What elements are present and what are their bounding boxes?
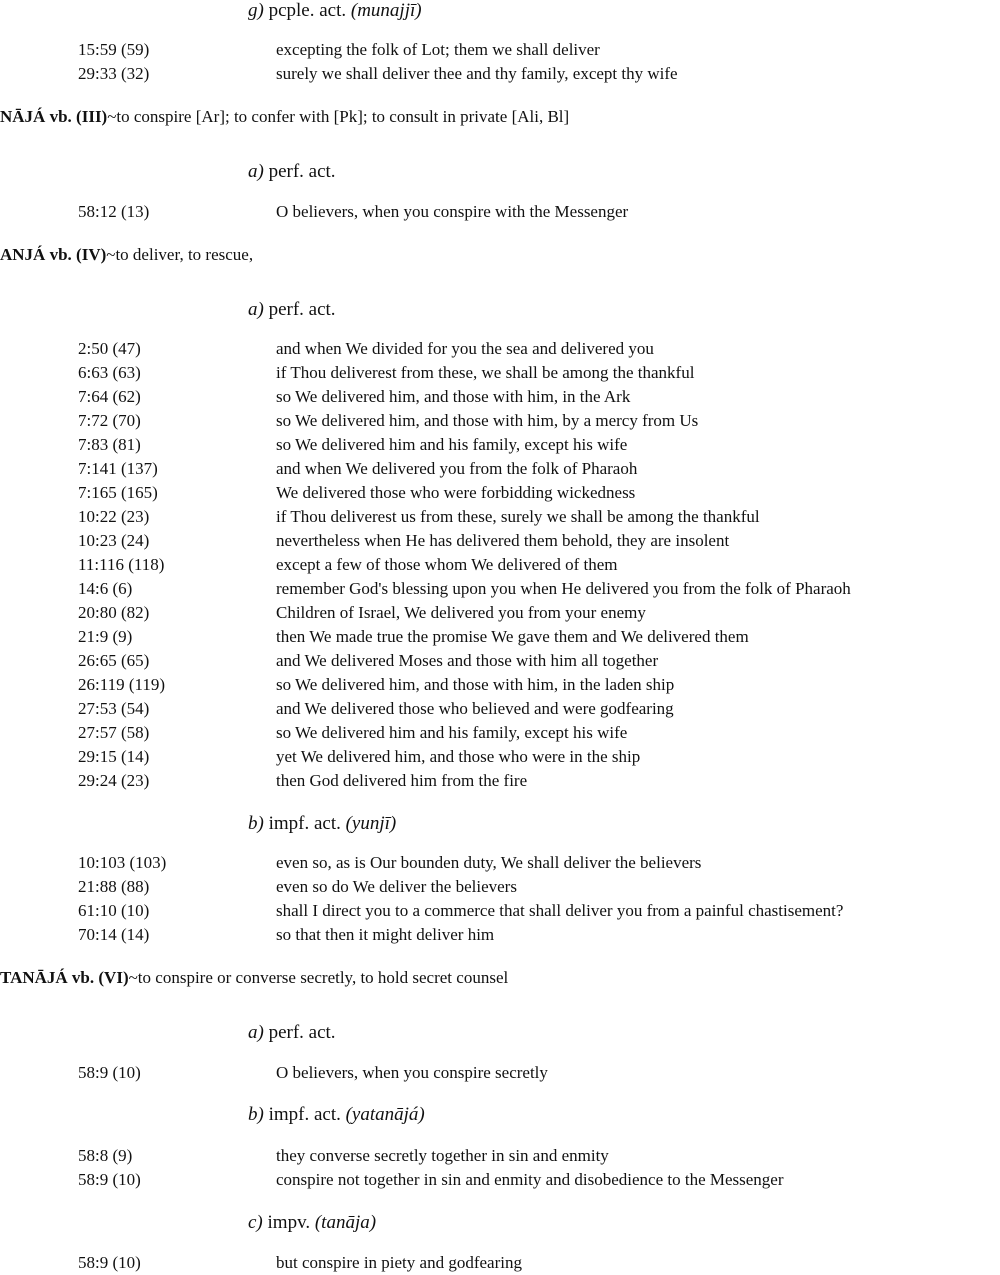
verb-heading [0, 106, 569, 128]
entry-text: O believers, when you conspire with the Messenger [276, 202, 629, 221]
entry-reference: 7:72 (70) [78, 411, 141, 430]
entry-reference: 20:80 (82) [78, 603, 150, 622]
entry-text: and when We delivered you from the folk of Pharaoh [276, 459, 638, 478]
verb-definition: ~to deliver, to rescue, [106, 245, 254, 264]
entry-text: if Thou deliverest from these, we shall be among the thankful [276, 363, 695, 382]
entry-text: and We delivered Moses and those with him all together [276, 651, 659, 670]
verb-heading [0, 967, 508, 989]
entry-reference: 21:88 (88) [78, 877, 150, 896]
subsection-letter: a) [248, 1022, 264, 1043]
entry-text: yet We delivered him, and those who were in the ship [276, 747, 641, 766]
subsection-form: perf. act. [268, 299, 336, 320]
entry-text: nevertheless when He has delivered them behold, they are insolent [276, 531, 730, 550]
entry-reference: 7:64 (62) [78, 387, 141, 406]
entry-reference: 6:63 (63) [78, 363, 141, 382]
subsection-letter: g) [248, 0, 264, 21]
entry-text: except a few of those whom We delivered of them [276, 555, 618, 574]
subsection-form: pcple. act. [268, 0, 347, 21]
subsection-heading [248, 813, 396, 835]
subsection-form: impf. act. [268, 1104, 341, 1125]
entry-text: they converse secretly together in sin and enmity [276, 1146, 609, 1165]
entry-text: so We delivered him and his family, except his wife [276, 723, 628, 742]
subsection-transliteration: (tanāja) [314, 1212, 377, 1233]
verb-class: (III) [76, 107, 108, 126]
subsection-letter: a) [248, 299, 264, 320]
entry-reference: 27:57 (58) [78, 723, 150, 742]
entry-text: so We delivered him, and those with him, in the laden ship [276, 675, 675, 694]
entry-reference: 21:9 (9) [78, 627, 133, 646]
entry-reference: 29:33 (32) [78, 64, 150, 83]
subsection-heading [248, 1104, 425, 1126]
entry-reference: 29:15 (14) [78, 747, 150, 766]
subsection-form: impf. act. [268, 813, 341, 834]
subsection-letter: b) [248, 813, 264, 834]
entry-reference: 10:22 (23) [78, 507, 150, 526]
subsection-transliteration: (munajjī) [350, 0, 422, 21]
entry-text: excepting the folk of Lot; them we shall deliver [276, 40, 600, 59]
entry-reference: 26:119 (119) [78, 675, 166, 694]
entry-reference: 58:8 (9) [78, 1146, 133, 1165]
subsection-heading [248, 161, 336, 183]
entry-text: We delivered those who were forbidding wickedness [276, 483, 636, 502]
entry-text: even so, as is Our bounden duty, We shall deliver the believers [276, 853, 702, 872]
verb-definition: ~to conspire or converse secretly, to hold secret counsel [128, 968, 509, 987]
entry-reference: 70:14 (14) [78, 925, 150, 944]
verb-term: ANJÁ vb. [0, 245, 72, 264]
entry-reference: 29:24 (23) [78, 771, 150, 790]
entry-text: so We delivered him, and those with him, in the Ark [276, 387, 631, 406]
subsection-form: perf. act. [268, 161, 336, 182]
entry-reference: 26:65 (65) [78, 651, 150, 670]
entry-reference: 10:23 (24) [78, 531, 150, 550]
entry-reference: 7:141 (137) [78, 459, 158, 478]
entry-text: so that then it might deliver him [276, 925, 495, 944]
entry-reference: 58:9 (10) [78, 1063, 141, 1082]
subsection-transliteration: (yatanājá) [345, 1104, 425, 1125]
entry-text: then We made true the promise We gave them and We delivered them [276, 627, 749, 646]
entry-reference: 15:59 (59) [78, 40, 150, 59]
subsection-letter: b) [248, 1104, 264, 1125]
subsection-heading [248, 299, 336, 321]
verb-definition: ~to conspire [Ar]; to confer with [Pk]; to consult in private [Ali, Bl] [107, 107, 570, 126]
entry-reference: 58:12 (13) [78, 202, 150, 221]
verb-term: NĀJÁ vb. [0, 107, 72, 126]
entry-reference: 14:6 (6) [78, 579, 133, 598]
subsection-heading [248, 1022, 336, 1044]
subsection-heading [248, 0, 422, 22]
entry-reference: 58:9 (10) [78, 1170, 141, 1189]
subsection-form: perf. act. [268, 1022, 336, 1043]
entry-text: conspire not together in sin and enmity and disobedience to the Messenger [276, 1170, 784, 1189]
subsection-transliteration: (yunjī) [345, 813, 397, 834]
verb-term: TANĀJÁ vb. [0, 968, 95, 987]
entry-text: so We delivered him and his family, except his wife [276, 435, 628, 454]
entry-reference: 27:53 (54) [78, 699, 150, 718]
entry-text: so We delivered him, and those with him, by a mercy from Us [276, 411, 699, 430]
entry-text: surely we shall deliver thee and thy family, except thy wife [276, 64, 678, 83]
subsection-heading [248, 1212, 376, 1234]
entry-text: and when We divided for you the sea and delivered you [276, 339, 654, 358]
subsection-letter: c) [248, 1212, 263, 1233]
entry-reference: 58:9 (10) [78, 1253, 141, 1272]
subsection-letter: a) [248, 161, 264, 182]
entry-text: remember God's blessing upon you when He delivered you from the folk of Pharaoh [276, 579, 851, 598]
entry-reference: 7:165 (165) [78, 483, 158, 502]
entry-text: shall I direct you to a commerce that shall deliver you from a painful chastisement? [276, 901, 844, 920]
entry-text: if Thou deliverest us from these, surely we shall be among the thankful [276, 507, 760, 526]
entry-text: then God delivered him from the fire [276, 771, 528, 790]
entry-reference: 7:83 (81) [78, 435, 141, 454]
subsection-form: impv. [267, 1212, 311, 1233]
entry-text: even so do We deliver the believers [276, 877, 517, 896]
verb-heading [0, 244, 253, 266]
entry-text: and We delivered those who believed and were godfearing [276, 699, 674, 718]
entry-reference: 10:103 (103) [78, 853, 167, 872]
verb-class: (VI) [98, 968, 129, 987]
entry-text: but conspire in piety and godfearing [276, 1253, 522, 1272]
entry-text: O believers, when you conspire secretly [276, 1063, 548, 1082]
entry-reference: 61:10 (10) [78, 901, 150, 920]
verb-class: (IV) [76, 245, 107, 264]
entry-reference: 2:50 (47) [78, 339, 141, 358]
entry-reference: 11:116 (118) [78, 555, 165, 574]
entry-text: Children of Israel, We delivered you from your enemy [276, 603, 646, 622]
